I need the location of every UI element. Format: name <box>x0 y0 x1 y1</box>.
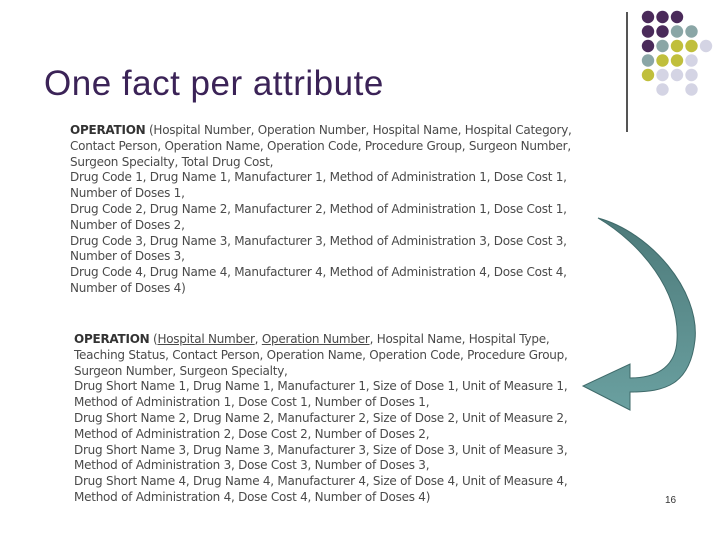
page-number: 16 <box>665 495 677 506</box>
primary-key-hospital-number: Hospital Number <box>157 332 255 346</box>
relation-line: Surgeon Specialty, Total Drug Cost, <box>70 154 274 169</box>
relation-line: Drug Short Name 4, Drug Name 4, Manufacturer 4, Size of Dose 4, Unit of Measure 4, <box>74 474 568 489</box>
relation-line: Surgeon Number, Surgeon Specialty, <box>74 363 288 378</box>
relation-attributes: , Hospital Name, Hospital Type, <box>369 332 550 346</box>
primary-key-operation-number: Operation Number <box>261 332 370 346</box>
relation-attributes: (Hospital Number, Operation Number, Hospital Name, Hospital Category, <box>145 123 572 137</box>
relation-line: Number of Doses 2, <box>70 217 185 232</box>
relation-line: Method of Administration 3, Dose Cost 3, Number of Doses 3, <box>74 458 430 473</box>
relation-line: Drug Code 4, Drug Name 4, Manufacturer 4, Method of Administration 4, Dose Cost 4, <box>70 265 567 280</box>
relation-line: Drug Code 1, Drug Name 1, Manufacturer 1, Method of Administration 1, Dose Cost 1, <box>70 170 567 185</box>
relation-line: Method of Administration 4, Dose Cost 4, Number of Doses 4) <box>74 489 431 504</box>
relation-line: Drug Code 2, Drug Name 2, Manufacturer 2, Method of Administration 1, Dose Cost 1, <box>70 201 567 216</box>
relation-line: Drug Short Name 1, Drug Name 1, Manufacturer 1, Size of Dose 1, Unit of Measure 1, <box>74 379 568 394</box>
relation-line: Drug Code 3, Drug Name 3, Manufacturer 3, Method of Administration 3, Dose Cost 3, <box>70 233 567 248</box>
relation-keyword: OPERATION <box>70 123 146 137</box>
relation-line: Number of Doses 3, <box>70 249 185 264</box>
relation-line: Teaching Status, Contact Person, Operation Name, Operation Code, Procedure Group, <box>74 347 568 362</box>
relation-line: Number of Doses 4) <box>70 280 186 295</box>
slide-title: One fact per attribute <box>44 64 384 103</box>
relation-line: Method of Administration 2, Dose Cost 2, Number of Doses 2, <box>74 426 430 441</box>
open-paren: ( <box>149 332 158 346</box>
relation-line: Drug Short Name 3, Drug Name 3, Manufacturer 3, Size of Dose 3, Unit of Measure 3, <box>74 442 568 457</box>
key-separator: , <box>254 332 262 346</box>
relation-line: Number of Doses 1, <box>70 186 185 201</box>
relation-line: Contact Person, Operation Name, Operation Code, Procedure Group, Surgeon Number, <box>70 138 571 153</box>
relation-line: Drug Short Name 2, Drug Name 2, Manufacturer 2, Size of Dose 2, Unit of Measure 2, <box>74 410 568 425</box>
relation-line: Method of Administration 1, Dose Cost 1, Number of Doses 1, <box>74 395 430 410</box>
relation-keyword: OPERATION <box>74 332 150 346</box>
